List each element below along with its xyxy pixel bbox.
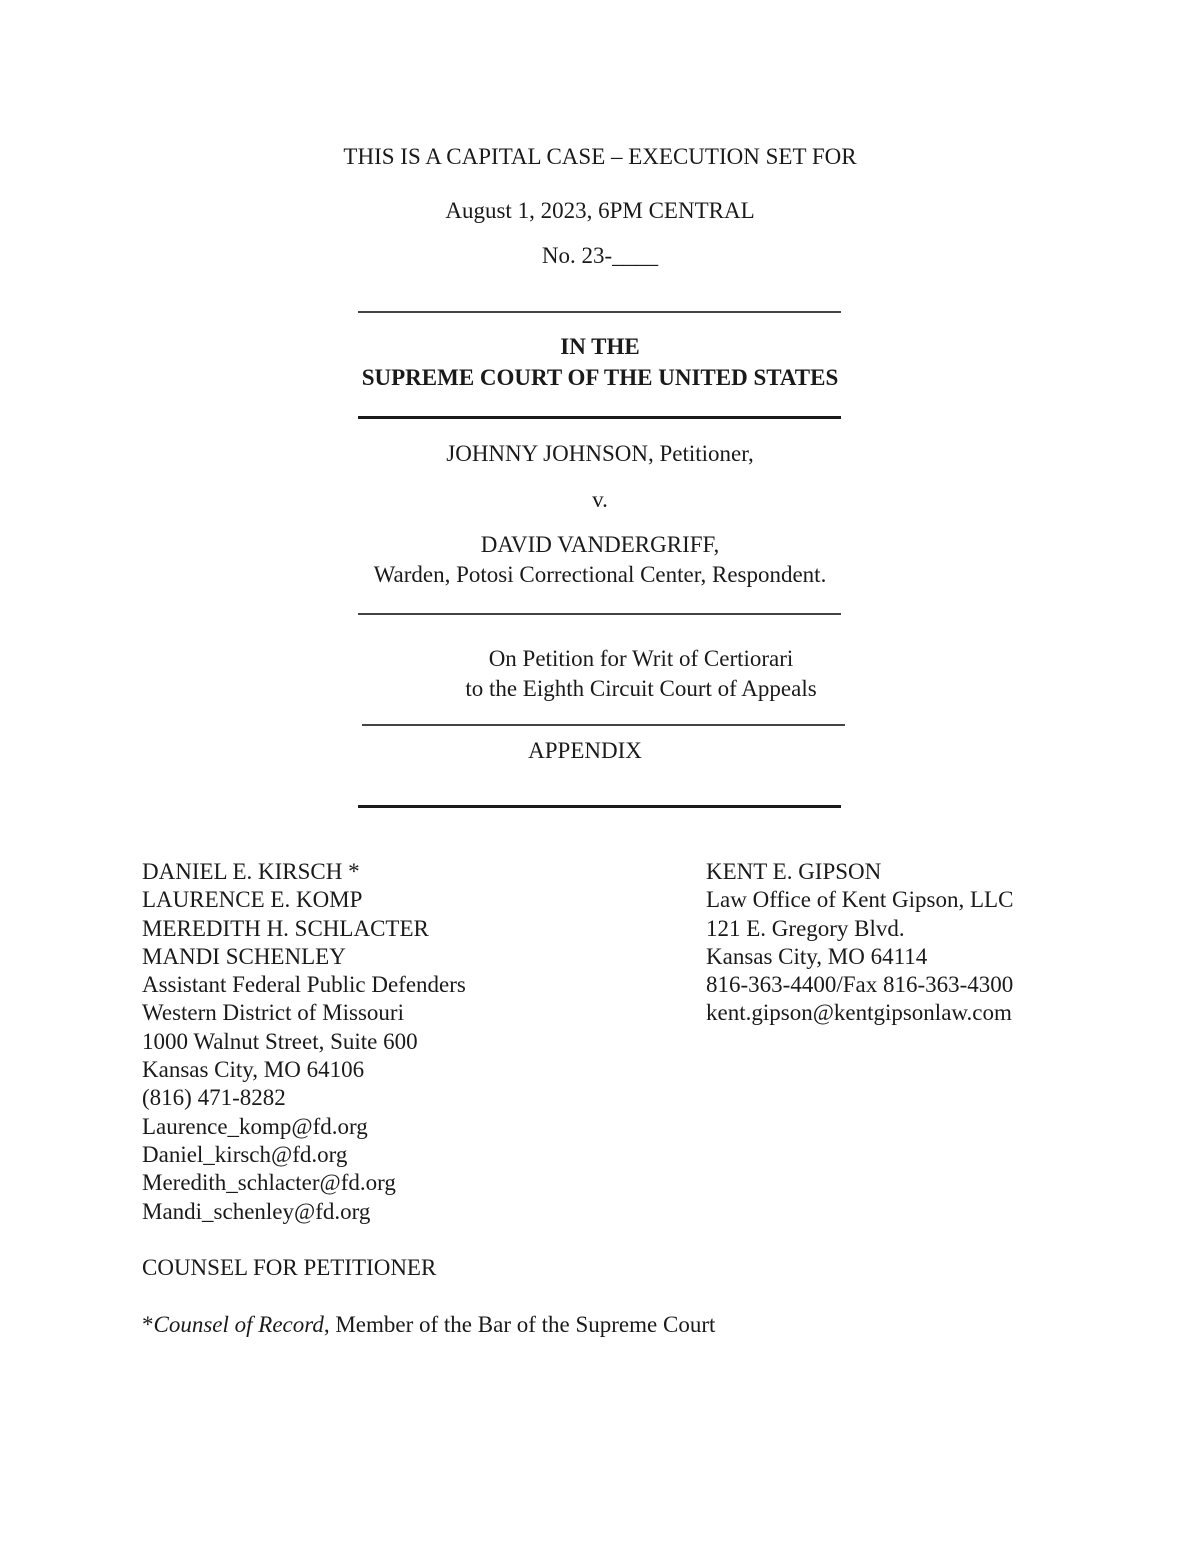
counsel-name: KENT E. GIPSON: [706, 859, 882, 884]
court-name: SUPREME COURT OF THE UNITED STATES: [361, 365, 839, 390]
counsel-name: LAURENCE E. KOMP: [142, 887, 363, 913]
petitioner: JOHNNY JOHNSON, Petitioner,: [446, 441, 754, 466]
counsel-phone: (816) 471-8282: [142, 1085, 286, 1111]
divider-rule: [358, 805, 841, 808]
counsel-office: Western District of Missouri: [142, 1000, 404, 1026]
counsel-firm: Law Office of Kent Gipson, LLC: [706, 887, 1014, 913]
counsel-left-block: [142, 858, 466, 1226]
counsel-address: 1000 Walnut Street, Suite 600: [142, 1028, 418, 1054]
counsel-name: MANDI SCHENLEY: [142, 943, 346, 969]
petition-line-1: On Petition for Writ of Certiorari: [488, 646, 794, 671]
respondent-name: DAVID VANDERGRIFF,: [480, 532, 720, 557]
counsel-of-record-label: Counsel of Record: [153, 1312, 324, 1337]
counsel-title: Assistant Federal Public Defenders: [142, 972, 466, 998]
court-line-1: IN THE: [560, 334, 640, 359]
counsel-city: Kansas City, MO 64114: [706, 943, 928, 969]
counsel-name: DANIEL E. KIRSCH *: [142, 859, 360, 884]
counsel-phone-fax: 816-363-4400/Fax 816-363-4300: [706, 972, 1014, 998]
case-number: No. 23-____: [541, 243, 659, 268]
counsel-email: Meredith_schlacter@fd.org: [142, 1170, 396, 1196]
counsel-of-record-note: [142, 1311, 715, 1339]
counsel-address: 121 E. Gregory Blvd.: [706, 915, 905, 941]
counsel-name: MEREDITH H. SCHLACTER: [142, 915, 429, 941]
counsel-city: Kansas City, MO 64106: [142, 1057, 365, 1083]
counsel-email: Mandi_schenley@fd.org: [142, 1198, 371, 1224]
divider-rule: [358, 311, 841, 313]
execution-date: August 1, 2023, 6PM CENTRAL: [445, 198, 755, 223]
respondent-title: Warden, Potosi Correctional Center, Respondent.: [373, 562, 827, 587]
counsel-right-block: [706, 858, 1013, 1028]
divider-rule: [362, 724, 845, 726]
petition-line-2: to the Eighth Circuit Court of Appeals: [465, 676, 817, 701]
divider-rule: [358, 416, 841, 419]
counsel-for-petitioner: COUNSEL FOR PETITIONER: [142, 1255, 437, 1280]
counsel-email: Daniel_kirsch@fd.org: [142, 1141, 348, 1167]
versus: v.: [592, 487, 608, 512]
asterisk: *: [142, 1312, 154, 1337]
counsel-email: kent.gipson@kentgipsonlaw.com: [706, 1000, 1012, 1026]
bar-member-text: , Member of the Bar of the Supreme Court: [323, 1312, 716, 1337]
counsel-email: Laurence_komp@fd.org: [142, 1113, 368, 1139]
divider-rule: [358, 613, 841, 615]
document-type: APPENDIX: [528, 738, 642, 763]
capital-case-notice: THIS IS A CAPITAL CASE – EXECUTION SET FOR: [343, 144, 857, 169]
